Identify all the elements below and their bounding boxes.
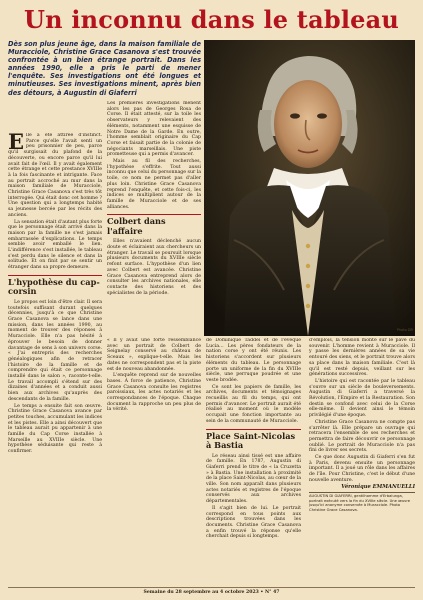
article-column-1 (8, 133, 102, 588)
paragraph: Il s'agit bien de lui. Le portrait correspond en tous points aux descriptions trouvées dans les documents. Christine Grace Casanova a enfin trouvé la réponse qu'elle cherchait depuis si longtemps. (206, 505, 301, 540)
photo-credit: Photo DR (396, 328, 413, 332)
footer-divider (8, 587, 415, 588)
paragraph: Ce que donc Augustin di Giaferri s'en fut à Paris, devenu ensuite un personnage important. Il a joué un rôle dans les affaires de l'île. Pour Christine, c'est le début d'une nouvelle aventure. (309, 455, 415, 483)
paragraph: Christine Grace Casanova ne compte pas s'arrêter là. Elle prépare un ouvrage qui retracera l'ensemble de ses recherches et permettra de faire découvrir ce personnage oublié. Le portrait de Muracciole n'a pas fini de livrer ses secrets. (309, 419, 415, 454)
paragraph: « Il y avait une forte ressemblance avec un portrait de Colbert de Seignelay conservé au château de Sceaux », explique-t-elle. Mais les dates ne correspondent pas et la piste est de nouveau abandonnée. (107, 338, 201, 372)
lead-paragraph: Dès son plus jeune âge, dans la maison familiale de Muracciole, Christine Grace Casanova s'est trouvée confrontée à un bien étrange portrait. Dans les années 1990, elle a pris le parti de mener l'enquête. Ses investigations ont été longues et minutieuses. Ses investigations minent, après bien des détours, à Augustin di Giaferri (8, 40, 201, 97)
drop-cap: E (8, 133, 25, 154)
paragraph: Les premières investigations mènent alors les pas de Georges Rosa de Corse. Il était attesté, sur la toile les observateurs y relevaient des éléments, notamment une esquisse de Notre Dame de la Garde. En outre, l'homme semblait originaire du Cap Corse et faisait partie de la colonie de négociants marseillais. Une piste prometteuse qui a permis d'avancer. (107, 101, 201, 158)
paragraph: L'histoire qui est racontée par le tableau s'ouvre sur un siècle de bouleversements. Augustin di Giaferri a traversé la Révolution, l'Empire et la Restauration. Son destin se confond avec celui de la Corse elle-même. Il devient ainsi le témoin privilégié d'une époque. (309, 378, 415, 419)
paragraph: Ce sont les papiers de famille, les archives, documents et témoignages recueillis au fil du temps, qui ont permis d'avancer. Le portrait aurait été réalisé au moment où le modèle occupait une fonction importante au sein de la communauté de Muracciole. (206, 384, 301, 424)
paragraph: Elle a été attirée d'instinct. Parce qu'elle l'avait senti un peu prisonnier de peu, parce qu'il surgissait du plafond de la découverte, ou encore parce qu'il lui avait fait de l'œil. Il y avait également cette étrange et cette prestance XVIIIe à la fois fascinante et intrigante. Face au portrait accroché au mur dans la maison familiale de Muracciole, Christine Grace Casanova s'est très tôt interrogée. Qui était donc cet homme ? Une question qui a longtemps habité sa jeunesse bercée par les récits des anciens. (8, 133, 102, 218)
article-column-4 (206, 338, 301, 588)
subheading: Place Saint-Nicolas à Bastia (206, 429, 301, 451)
paragraph: L'enquête reprend sur de nouvelles bases. À force de patience, Christine Grace Casanova consulte les registres paroissiaux, les actes notariés et les correspondances de l'époque. Chaque document la rapproche un peu plus de la vérité. (107, 373, 201, 413)
paragraph: Le réseau ainsi tissé est une affaire de famille. En 1787, Augustin di Giaferri prend le titre de « la Cruzetta » à Bastia. Une installation à proximité de la place Saint-Nicolas, au cœur de la ville. Son nom apparaît dans plusieurs actes notariés et registres de l'époque conservés aux archives départementales. (206, 453, 301, 505)
paragraph: d'emplois, la tension monte sur le pavé du souvenir. L'homme revient à Muracciole. Il y passe les dernières années de sa vie entouré des siens, et le portrait trouve alors sa place dans la maison familiale. C'est là qu'il est resté depuis, veillant sur les générations successives. (309, 338, 415, 378)
paragraph: Le propos est loin d'être clair. Il sera toutefois suffisant durant quelques décennies, jusqu'à ce que Christine Grace Casanova se lance dans une mission, dans les années 1990, au moment de trouver des réponses à Muracciole. Elle n'a pas hésité à éprouver le besoin de donner davantage de sens à son univers corse. « J'ai entrepris des recherches généalogiques afin de retracer l'histoire de la famille et de comprendre qui était ce personnage installé dans le salon », raconte-t-elle. Le travail accompli s'étend sur des dizaines d'années et a conduit aussi bien aux archives qu'auprès des descendants de la famille. (8, 299, 102, 402)
portrait-painting-image (204, 40, 415, 336)
article-column-5 (309, 338, 415, 588)
page-footer: Semaine du 28 septembre au 4 octobre 2023 • N° 47 (143, 590, 280, 595)
headline: Un inconnu dans le tableau (23, 5, 400, 34)
paragraph: Elles n'avaient déclenché aucun doute et éclairaient aux chercheurs un étranger. Le travail se poursuit lorsque plusieurs documents du XVIIIe siècle refont surface. L'hypothèse d'un lien avec Colbert est avancée. Christine Grace Casanova entreprend alors de consulter les archives nationales, elle contacte des historiens et des spécialistes de la période. (107, 239, 201, 296)
subheading: L'hypothèse du cap-corsin (8, 275, 102, 297)
photo-caption: AUGUSTIN DI GIAFERRI, gentilhomme d'Erbalunga, portrait exécuté vers la fin du XVIIIe siècle. Une œuvre jusqu'ici anonyme conservée à Muracciole. Photo Christine Grace Casanova. (309, 492, 415, 512)
portrait-photo (204, 40, 415, 336)
paragraph: de Dominique Taddei et de l'évêque Lucia… Les pères fondateurs de la nation corse y ont été réunis. Les historiens s'accordent sur plusieurs éléments du tableau. Le personnage porte un uniforme de la fin du XVIIIe siècle, une perruque poudrée et une veste brodée. (206, 338, 301, 383)
subheading: Colbert dans l'affaire (107, 214, 201, 236)
article-column-3 (107, 338, 201, 588)
paragraph: Le temps a ensuite fait son œuvre. Christine Grace Casanova avance par petites touches, accumulant les indices et les pistes. Elle a ainsi découvert que le tableau aurait pu appartenir à une famille du Cap Corse installée à Marseille au XVIIIe siècle. Une hypothèse séduisante qui reste à confirmer. (8, 403, 102, 455)
paragraph: La sensation était d'autant plus forte que le personnage était arrivé dans la maison par la famille ne s'est jamais embarrassée d'explications. Le temps semble avoir emballé le lien. L'indifférence s'est installée, le tableau s'est perdu dans le silence et dans la solitude. Et on finit par se sentir un étranger dans sa propre demeure. (8, 219, 102, 271)
paragraph: Mais au fil des recherches, l'hypothèse s'effrite. Tout aussi inconnu que celui du personnage sur la toile, ce nom ne permet pas d'aller plus loin. Christine Grace Casanova reprend l'enquête, et cette fois-ci, les indices se multiplient autour de la famille de Muracciole et de ses alliances. (107, 159, 201, 210)
author-signature: Véronique EMMANUELLI (341, 483, 415, 490)
article-column-2 (107, 101, 201, 336)
